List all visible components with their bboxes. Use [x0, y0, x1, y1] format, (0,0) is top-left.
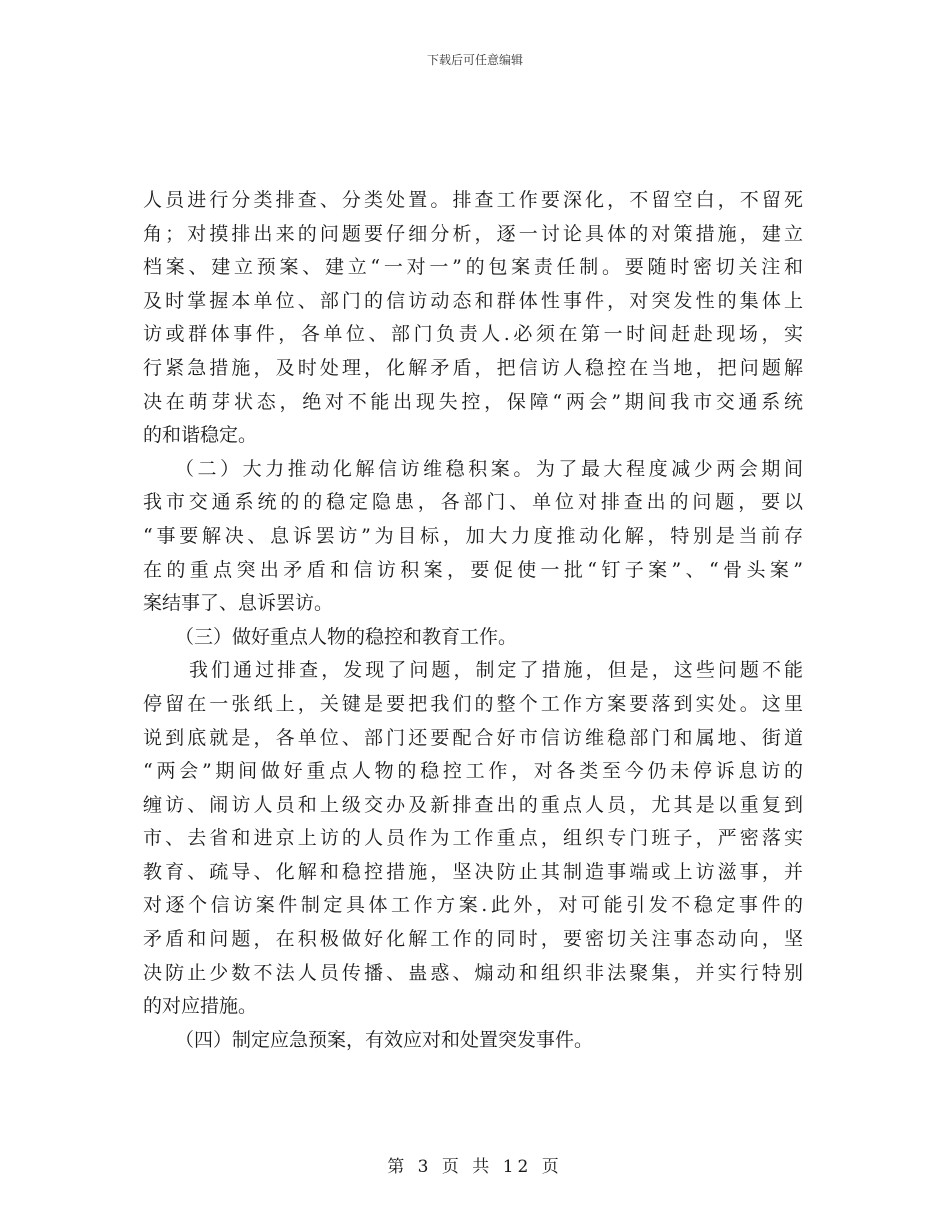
text-line: 档案、建立预案、建立“一对一”的包案责任制。要随时密切关注和	[143, 256, 803, 279]
page-header: 下载后可任意编辑	[426, 53, 523, 67]
text-line: 缠访、闹访人员和上级交办及新排查出的重点人员，尤其是以重复到	[143, 793, 803, 816]
text-line: 决防止少数不法人员传播、蛊惑、煽动和组织非法聚集，并实行特别	[143, 961, 803, 984]
text-line: 市、去省和进京上访的人员作为工作重点，组织专门班子，严密落实	[143, 827, 803, 850]
body-text	[143, 184, 803, 1057]
text-line: （二）大力推动化解信访维稳积案。为了最大程度减少两会期间	[175, 457, 803, 480]
text-line: 角；对摸排出来的问题要仔细分析，逐一讨论具体的对策措施，建立	[143, 222, 803, 245]
text-line: 的对应措施。	[143, 995, 258, 1018]
text-line: 人员进行分类排查、分类处置。排查工作要深化，不留空白，不留死	[143, 189, 803, 211]
text-line: 说到底就是，各单位、部门还要配合好市信访维稳部门和属地、街道	[143, 726, 803, 749]
text-line: （四）制定应急预案，有效应对和处置突发事件。	[175, 1028, 594, 1051]
text-line: 我市交通系统的的稳定隐患，各部门、单位对排查出的问题，要以	[143, 491, 803, 514]
text-line: 行紧急措施，及时处理，化解矛盾，把信访人稳控在当地，把问题解	[143, 356, 803, 379]
text-line: “两会”期间做好重点人物的稳控工作，对各类至今仍未停诉息访的	[143, 760, 803, 783]
text-line: 我们通过排查，发现了问题，制定了措施，但是，这些问题不能	[189, 659, 803, 682]
text-line: 及时掌握本单位、部门的信访动态和群体性事件，对突发性的集体上	[143, 289, 803, 312]
text-line: 矛盾和问题，在积极做好化解工作的同时，要密切关注事态动向，坚	[143, 928, 803, 951]
text-line: （三）做好重点人物的稳控和教育工作。	[175, 625, 518, 648]
text-line: 在的重点突出矛盾和信访积案，要促使一批“钉子案”、“骨头案”	[143, 558, 803, 581]
page-footer: 第 3 页 共 12 页	[387, 1157, 563, 1177]
text-line: 案结事了、息诉罢访。	[143, 592, 334, 615]
text-line: 的和谐稳定。	[143, 424, 258, 447]
text-line: 对逐个信访案件制定具体工作方案.此外，对可能引发不稳定事件的	[143, 894, 803, 917]
text-line: “事要解决、息诉罢访”为目标，加大力度推动化解，特别是当前存	[143, 524, 803, 547]
text-line: 决在萌芽状态，绝对不能出现失控，保障“两会”期间我市交通系统	[143, 390, 803, 413]
text-line: 停留在一张纸上，关键是要把我们的整个工作方案要落到实处。这里	[143, 692, 803, 715]
text-line: 教育、疏导、化解和稳控措施，坚决防止其制造事端或上访滋事，并	[143, 860, 803, 883]
text-line: 访或群体事件，各单位、部门负责人.必须在第一时间赶赴现场，实	[143, 323, 803, 346]
